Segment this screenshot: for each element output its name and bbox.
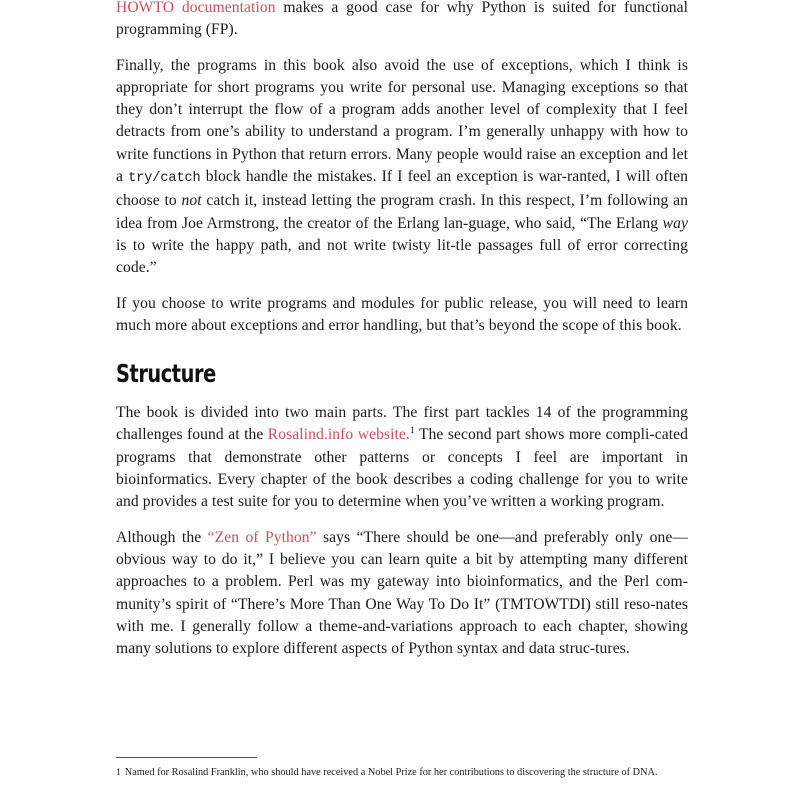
footnote-entry: [116, 766, 688, 780]
emphasis-not: not: [181, 192, 202, 210]
paragraph-howto: [116, 0, 688, 42]
link-howto-documentation[interactable]: HOWTO documentation: [116, 0, 276, 16]
paragraph-howto-text: makes a good case for why Python is suited for functional programming (FP).: [116, 0, 688, 39]
link-zen-of-python[interactable]: “Zen of Python”: [207, 528, 317, 546]
paragraph-divided: [116, 402, 688, 513]
exceptions-text-4: is to write the happy path, and not write twisty lit-tle passages full of error correcting code.”: [116, 236, 688, 277]
footnote-reference-1[interactable]: 1: [409, 425, 415, 437]
zen-text-1: Although the: [116, 528, 208, 546]
section-heading-structure: Structure: [116, 359, 216, 389]
footnote-number: 1: [116, 767, 121, 778]
exceptions-text-3: catch it, instead letting the program crash. In this respect, I’m following an idea from Joe Armstrong, the creator of the Erlang lan-guage, who said, “The Erlang: [116, 192, 689, 232]
footnote-area: [116, 757, 688, 780]
paragraph-exceptions: [116, 55, 688, 280]
footnote-text: Named for Rosalind Franklin, who should have received a Nobel Prize for her contributions to discovering the structure of DNA.: [124, 767, 658, 778]
public-release-text: If you choose to write programs and modules for public release, you will need to learn much more about exceptions and error handling, but that’s beyond the scope of this book.: [116, 294, 688, 334]
footnote-separator-rule: [116, 757, 257, 758]
text-column: [116, 0, 688, 673]
zen-text-2: says “There should be one—and preferably only one—obvious way to do it,” I believe you can learn quite a bit by attempting many different approaches to a problem. Perl was my gateway into bioinformatics, and the Perl com-munity’s spirit of “There’s More Than One Way To Do It” (TMTOWTDI) still reso-nates with me. I generally follow a theme-and-variations approach to each chapter, showing many solutions to explore different aspects of Python syntax and data struc-tures.: [116, 528, 688, 658]
paragraph-public-release: [116, 293, 688, 338]
code-try-catch: try/catch: [128, 171, 201, 187]
paragraph-zen: [116, 527, 688, 661]
divided-text-2: The second part shows more compli-cated programs that demonstrate other patterns or concepts I feel are important in bioinformatics. Every chapter of the book describes a coding challenge for you to write and provides a test suite for you to determine when you’ve written a working program.: [116, 426, 688, 511]
divided-text-1: The book is divided into two main parts. The first part tackles 14 of the programming challenges found at the: [116, 404, 688, 444]
emphasis-way: way: [662, 214, 688, 232]
link-rosalind-info-website[interactable]: Rosalind.info website.: [267, 426, 410, 444]
exceptions-text-2: block handle the mistakes. If I feel an exception is war-ranted, I will often choose to: [116, 168, 688, 210]
exceptions-text-1: Finally, the programs in this book also avoid the use of exceptions, which I think is appropriate for short programs you write for personal use. Managing exceptions so that they don’t interrupt the flow of a program adds another level of complexity that I feel detracts from one’s ability to understand a program. I’m generally unhappy with how to write functions in Python that return errors. Many people would raise an exception and let a: [116, 56, 688, 186]
